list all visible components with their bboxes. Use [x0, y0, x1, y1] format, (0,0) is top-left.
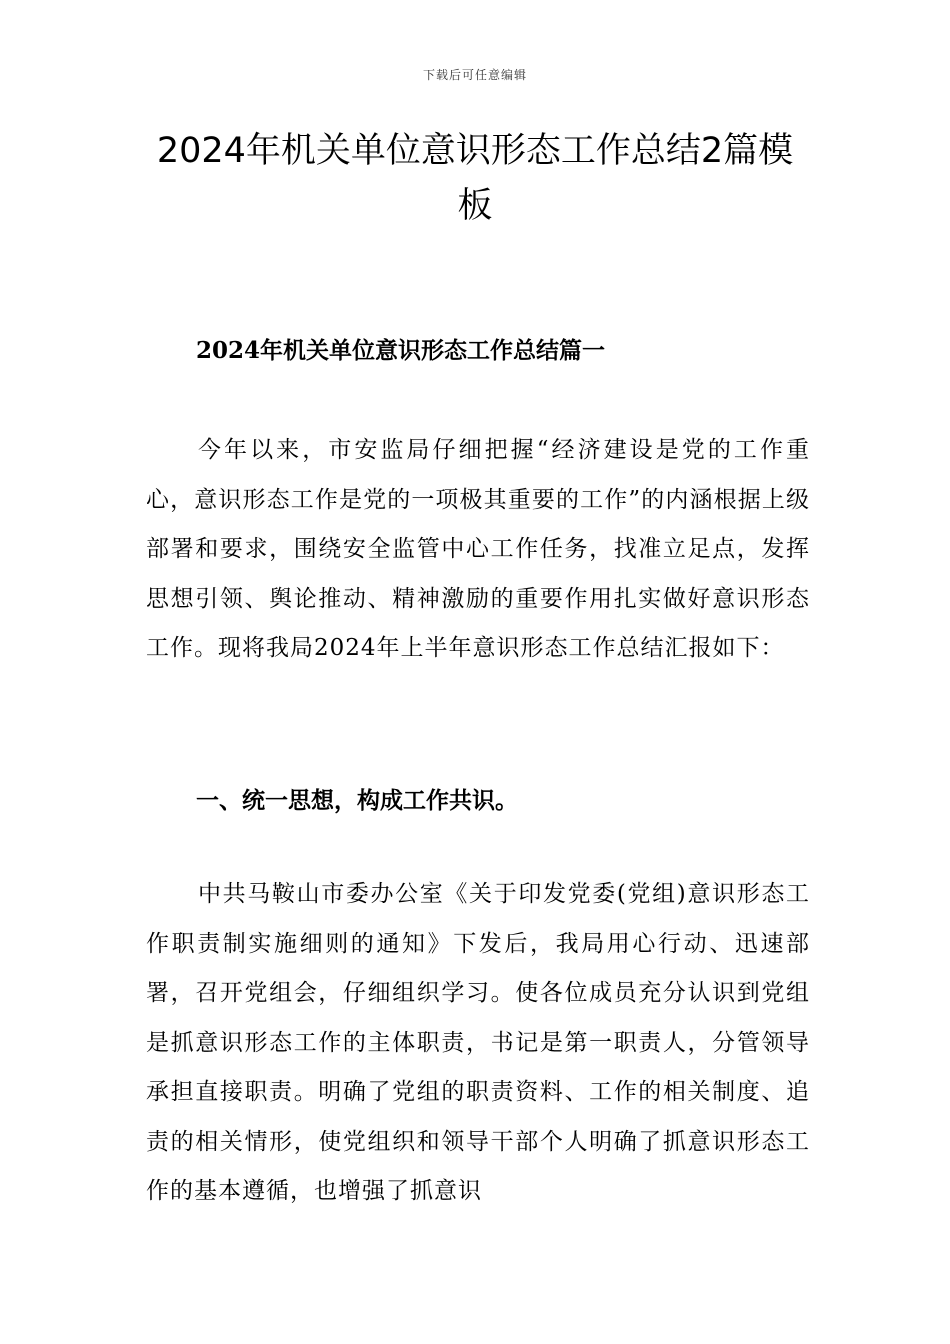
paragraph-intro: 今年以来，市安监局仔细把握“经济建设是党的工作重心，意识形态工作是党的一项极其重要的工作”的内涵根据上级部署和要求，围绕安全监管中心工作任务，找准立足点，发挥思想引领、舆论推动、精神激励的重要作用扎实做好意识形态工作。现将我局2024年上半年意识形态工作总结汇报如下： — [146, 437, 810, 661]
header-note: 下载后可任意编辑 — [422, 68, 527, 82]
document-title: 2024年机关单位意识形态工作总结2篇模板 — [156, 131, 794, 226]
paragraph-body: 中共马鞍山市委办公室《关于印发党委(党组)意识形态工作职责制实施细则的通知》下发后，我局用心行动、迅速部署，召开党组会，仔细组织学习。使各位成员充分认识到党组是抓意识形态工作的主体职责，书记是第一职责人，分管领导承担直接职责。明确了党组的职责资料、工作的相关制度、追责的相关情形，使党组织和领导干部个人明确了抓意识形态工作的基本遵循，也增强了抓意识 — [146, 881, 810, 1204]
heading-one: 一、统一思想，构成工作共识。 — [196, 787, 518, 814]
section-title: 2024年机关单位意识形态工作总结篇一 — [196, 337, 606, 364]
